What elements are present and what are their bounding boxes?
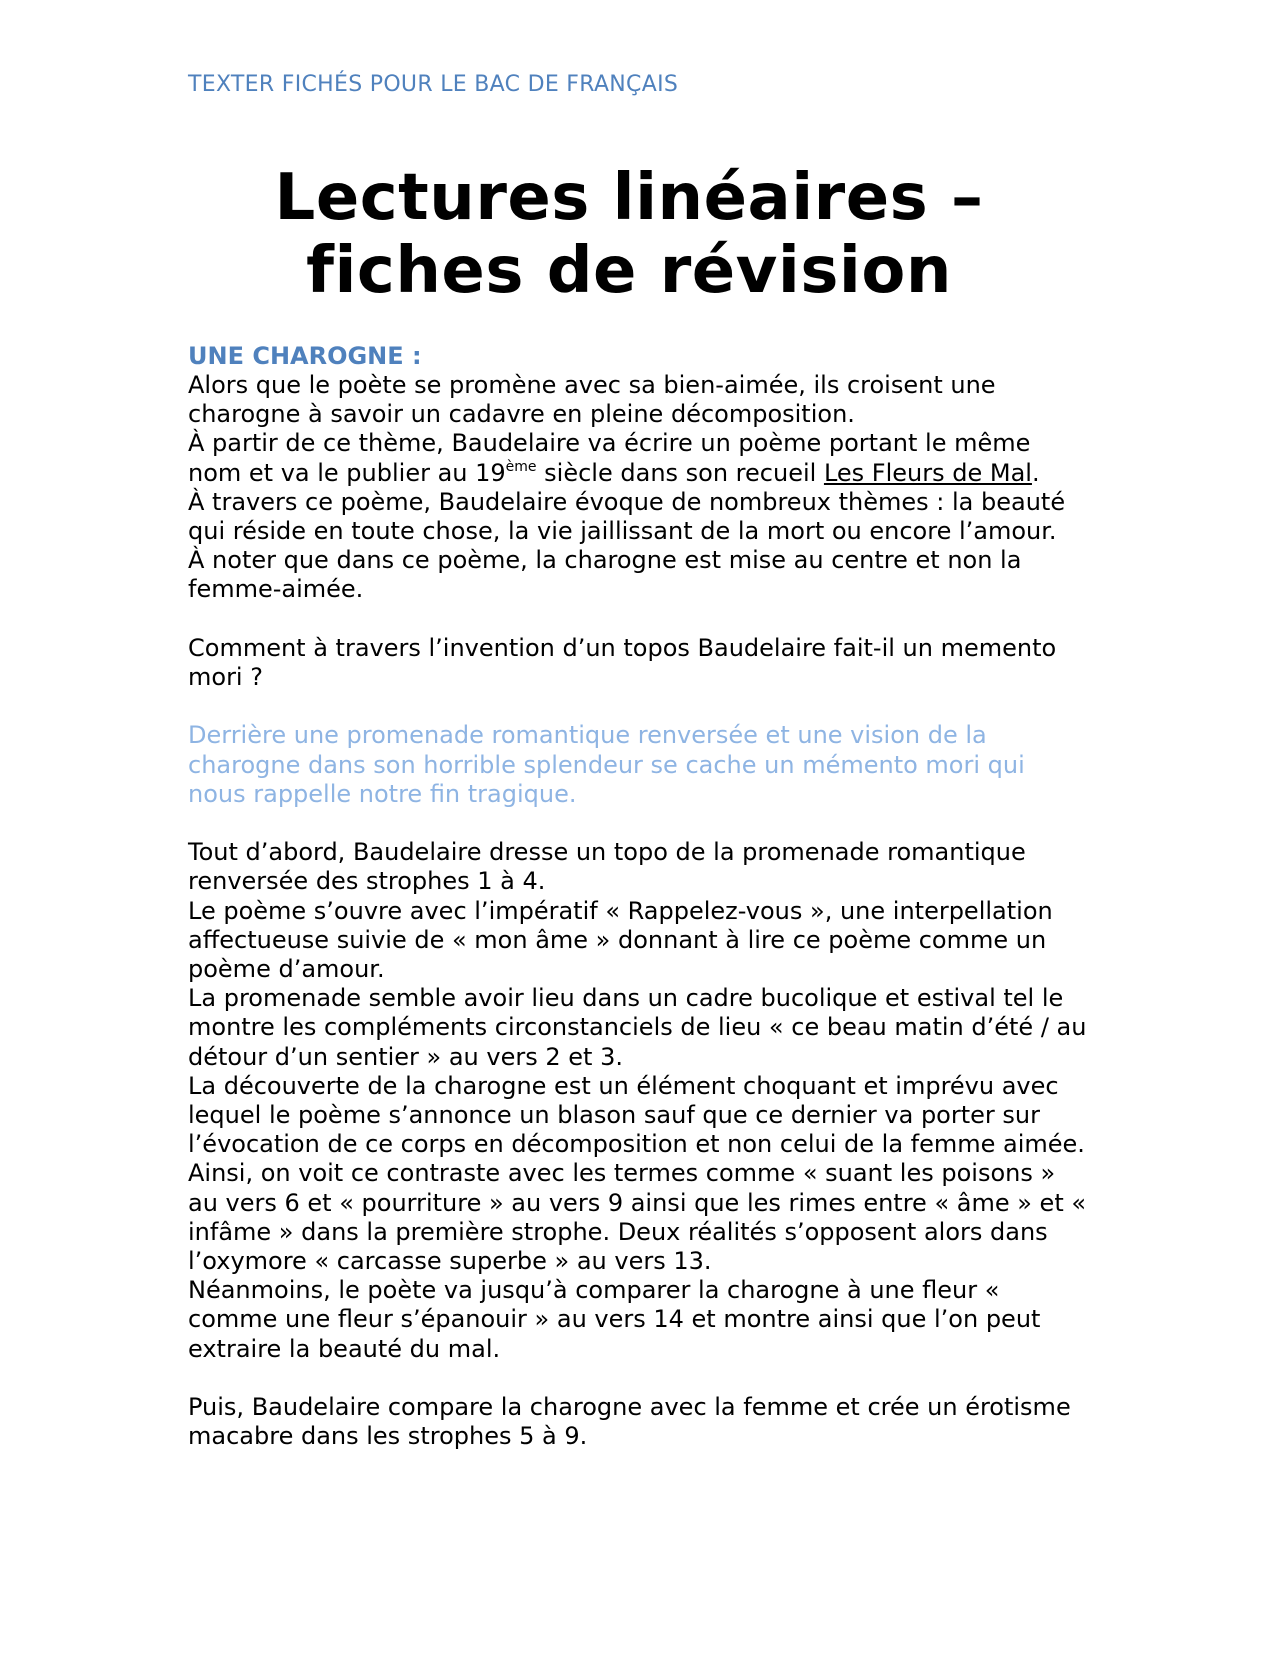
document-title-line-1: Lectures linéaires – <box>274 161 984 235</box>
book-title: Les Fleurs de Mal <box>823 458 1032 487</box>
intro-paragraph-2-text: À partir de ce thème, Baudelaire va écrire un poème portant le même nom et va le publier au 19 <box>188 429 1031 487</box>
document-title-line-2: fiches de révision <box>306 234 952 308</box>
part1-paragraph-3: La promenade semble avoir lieu dans un cadre bucolique et estival tel le montre les compléments circonstanciels de lieu « ce beau matin d’été / au détour d’un sentier » au vers 2 et 3. <box>188 984 1087 1071</box>
intro-paragraph-1: Alors que le poète se promène avec sa bien-aimée, ils croisent une charogne à savoir un cadavre en pleine décomposition. <box>188 371 996 429</box>
paragraph-spacer <box>188 605 1088 634</box>
paragraph-spacer <box>188 692 1088 721</box>
paragraph-spacer <box>188 809 1088 838</box>
part1-paragraph-2: Le poème s’ouvre avec l’impératif « Rappelez-vous », une interpellation affectueuse suivie de « mon âme » donnant à lire ce poème comme un poème d’amour. <box>188 896 1053 984</box>
part2-paragraph-1: Puis, Baudelaire compare la charogne avec la femme et crée un érotisme macabre dans les strophes 5 à 9. <box>188 1393 1071 1451</box>
document-title <box>188 162 1088 308</box>
intro-paragraph-2 <box>188 429 1088 487</box>
part1-paragraph-4: La découverte de la charogne est un élément choquant et imprévu avec lequel le poème s’annonce un blason sauf que ce dernier va porter sur l’évocation de ce corps en décomposition et non celui de la femme aimée. Ainsi, on voit ce contraste avec les termes comme « suant les poisons » au vers 6 et « pourriture » au vers 9 ainsi que les rimes entre « âme » et « infâme » dans la première strophe. Deux réalités s’opposent alors dans l’oxymore « carcasse superbe » au vers 13. <box>188 1071 1087 1276</box>
running-header: TEXTER FICHÉS POUR LE BAC DE FRANÇAIS <box>188 72 679 97</box>
section-heading: UNE CHAROGNE : <box>188 342 422 370</box>
intro-paragraph-4: À noter que dans ce poème, la charogne est mise au centre et non la femme-aimée. <box>188 546 1022 604</box>
part1-paragraph-5: Néanmoins, le poète va jusqu’à comparer la charogne à une fleur « comme une fleur s’épanouir » au vers 14 et montre ainsi que l’on peut extraire la beauté du mal. <box>188 1276 1041 1363</box>
part1-paragraph-1: Tout d’abord, Baudelaire dresse un topo de la promenade romantique renversée des strophes 1 à 4. <box>188 838 1026 896</box>
intro-paragraph-2-end: . <box>1031 458 1040 487</box>
document-page <box>188 70 1088 1451</box>
intro-paragraph-3: À travers ce poème, Baudelaire évoque de nombreux thèmes : la beauté qui réside en toute chose, la vie jaillissant de la mort ou encore l’amour. <box>188 487 1066 546</box>
problematic-question: Comment à travers l’invention d’un topos Baudelaire fait-il un memento mori ? <box>188 633 1057 692</box>
century-superscript: ème <box>505 458 537 475</box>
thesis-statement: Derrière une promenade romantique renversée et une vision de la charogne dans son horrible splendeur se cache un mémento mori qui nous rappelle notre fin tragique. <box>188 721 1025 808</box>
paragraph-spacer <box>188 1364 1088 1393</box>
intro-paragraph-2-middle: siècle dans son recueil <box>536 458 824 487</box>
